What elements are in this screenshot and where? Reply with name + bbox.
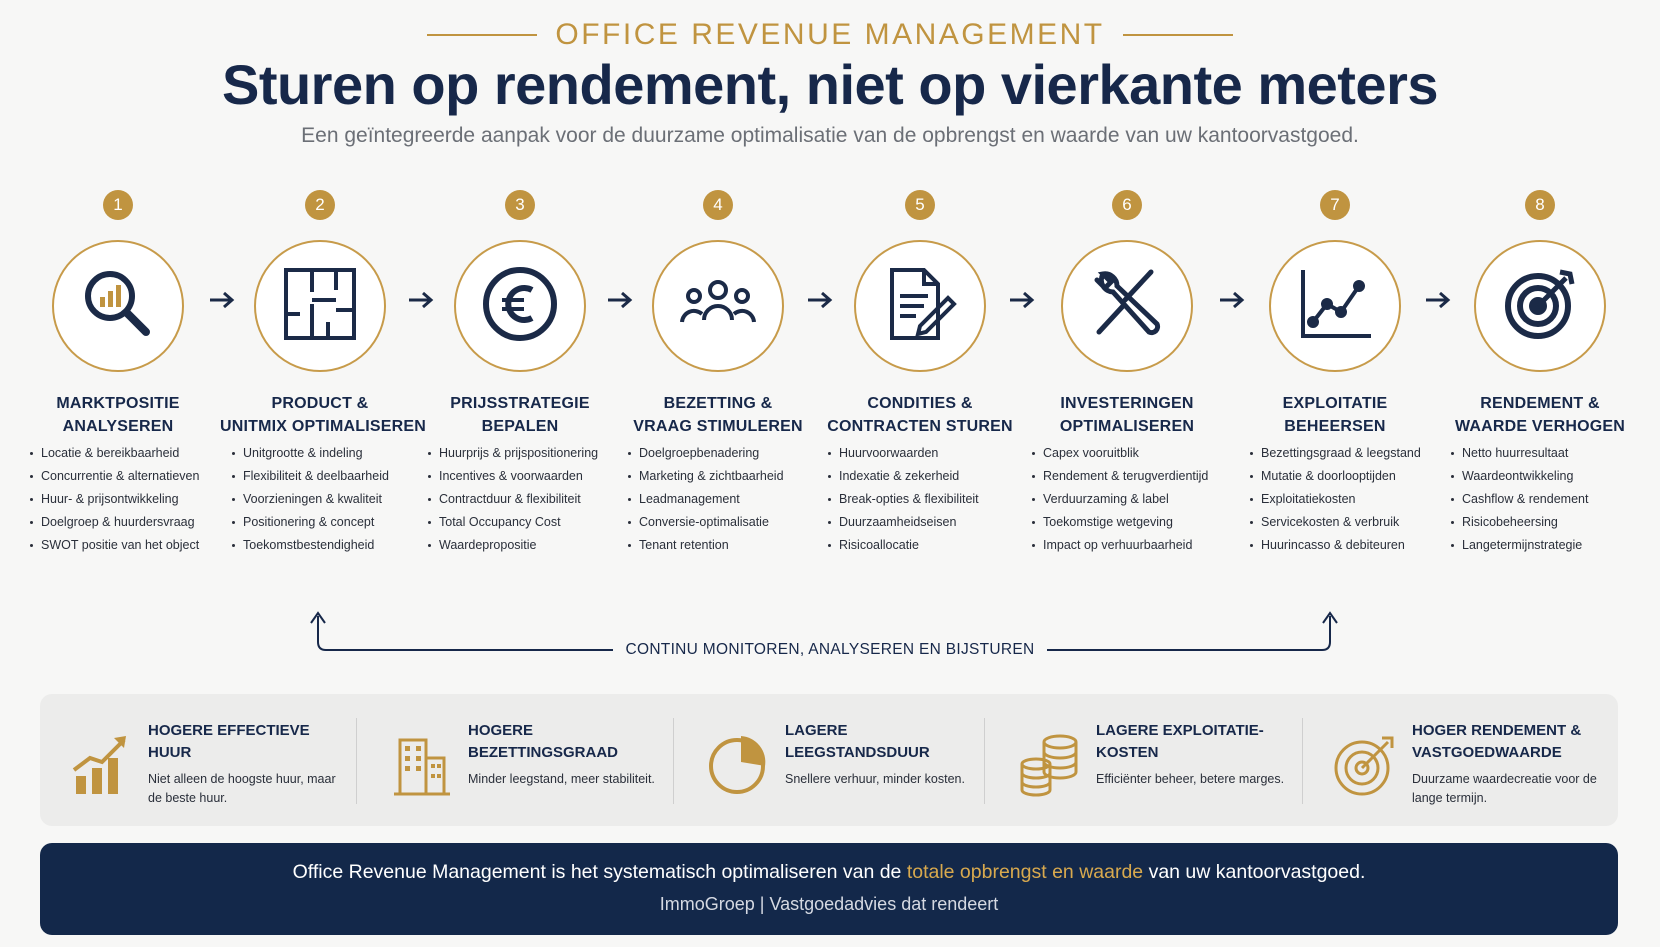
- list-item: SWOT positie van het object: [30, 534, 220, 557]
- list-item: Bezettingsgraad & leegstand: [1250, 442, 1440, 465]
- list-item: Capex vooruitblik: [1032, 442, 1222, 465]
- benefit-text: Minder leegstand, meer stabiliteit.: [468, 772, 655, 786]
- benefit-divider: [984, 718, 985, 804]
- benefit-title: HOGERE BEZETTINGSGRAAD: [468, 722, 618, 761]
- list-item: Huurvoorwaarden: [828, 442, 1018, 465]
- benefit-item: [707, 720, 977, 810]
- benefit-text: Duurzame waardecreatie voor de lange termijn.: [1412, 772, 1597, 805]
- list-item: Locatie & bereikbaarheid: [30, 442, 220, 465]
- benefit-divider: [356, 718, 357, 804]
- benefit-divider: [1302, 718, 1303, 804]
- list-item: Conversie-optimalisatie: [628, 511, 818, 534]
- list-item: Total Occupancy Cost: [428, 511, 618, 534]
- list-item: Flexibiliteit & deelbaarheid: [232, 465, 422, 488]
- benefit-item: [70, 720, 340, 810]
- list-item: Marketing & zichtbaarheid: [628, 465, 818, 488]
- building-icon: [390, 728, 452, 798]
- step-number-badge: 4: [703, 190, 733, 220]
- list-item: Waardeontwikkeling: [1451, 465, 1641, 488]
- list-item: Mutatie & doorlooptijden: [1250, 465, 1440, 488]
- step-title: BEZETTING & VRAAG STIMULEREN: [633, 395, 803, 435]
- list-item: Huurincasso & debiteuren: [1250, 534, 1440, 557]
- page-title: Sturen op rendement, niet op vierkante meters: [221, 53, 1439, 116]
- benefit-title: HOGERE EFFECTIEVE HUUR: [148, 722, 310, 761]
- list-item: Voorzieningen & kwaliteit: [232, 488, 422, 511]
- list-item: Risicobeheersing: [1451, 511, 1641, 534]
- list-item: Waardepropositie: [428, 534, 618, 557]
- page-subtitle: Een geïntegreerde aanpak voor de duurzame optimalisatie van de opbrengst en waarde van uw kantoorvastgoed.: [301, 124, 1359, 147]
- list-item: Tenant retention: [628, 534, 818, 557]
- benefit-text: Snellere verhuur, minder kosten.: [785, 772, 965, 786]
- list-item: Exploitatiekosten: [1250, 488, 1440, 511]
- list-item: Leadmanagement: [628, 488, 818, 511]
- footer-highlight: totale opbrengst en waarde: [906, 861, 1144, 883]
- list-item: Contractduur & flexibiliteit: [428, 488, 618, 511]
- list-item: Concurrentie & alternatieven: [30, 465, 220, 488]
- benefit-text: Efficiënter beheer, betere marges.: [1096, 772, 1285, 786]
- footer-statement: Office Revenue Management is het systematisch optimaliseren van de totale opbrengst en waarde van uw kantoorvastgoed.: [292, 861, 1366, 883]
- step-number-badge: 1: [103, 190, 133, 220]
- step-number-badge: 7: [1320, 190, 1350, 220]
- list-item: Netto huurresultaat: [1451, 442, 1641, 465]
- list-item: Toekomstige wetgeving: [1032, 511, 1222, 534]
- growth-bars-icon: [70, 728, 132, 798]
- footer-banner: [40, 843, 1618, 935]
- step-number-badge: 2: [305, 190, 335, 220]
- step-title: MARKTPOSITIE ANALYSEREN: [56, 395, 180, 435]
- step-number-badge: 8: [1525, 190, 1555, 220]
- benefit-title: LAGERE LEEGSTANDSDUUR: [785, 722, 930, 761]
- benefit-item: [1018, 720, 1288, 810]
- list-item: Verduurzaming & label: [1032, 488, 1222, 511]
- list-item: Langetermijnstrategie: [1451, 534, 1641, 557]
- list-item: Servicekosten & verbruik: [1250, 511, 1440, 534]
- list-item: Positionering & concept: [232, 511, 422, 534]
- list-item: Doelgroep & huurdersvraag: [30, 511, 220, 534]
- list-item: Incentives & voorwaarden: [428, 465, 618, 488]
- footer-tagline: ImmoGroep | Vastgoedadvies dat rendeert: [659, 894, 999, 914]
- list-item: Impact op verhuurbaarheid: [1032, 534, 1222, 557]
- list-item: Rendement & terugverdientijd: [1032, 465, 1222, 488]
- eyebrow-text: OFFICE REVENUE MANAGEMENT: [555, 18, 1105, 51]
- step-title: INVESTERINGEN OPTIMALISEREN: [1059, 395, 1195, 435]
- benefit-divider: [673, 718, 674, 804]
- list-item: Huur- & prijsontwikkeling: [30, 488, 220, 511]
- step-title: PRIJSSTRATEGIE BEPALEN: [450, 395, 590, 435]
- benefit-item: [1334, 720, 1604, 810]
- step-title: CONDITIES & CONTRACTEN STUREN: [827, 395, 1013, 435]
- loop-label: CONTINU MONITOREN, ANALYSEREN EN BIJSTUREN: [0, 641, 1660, 659]
- pie-chart-icon: [707, 728, 769, 798]
- list-item: Huurprijs & prijspositionering: [428, 442, 618, 465]
- list-item: Break-opties & flexibiliteit: [828, 488, 1018, 511]
- step-number-badge: 5: [905, 190, 935, 220]
- list-item: Cashflow & rendement: [1451, 488, 1641, 511]
- benefits-panel: [40, 694, 1618, 826]
- coins-icon: [1018, 728, 1080, 798]
- step-number-badge: 6: [1112, 190, 1142, 220]
- benefit-title: HOGER RENDEMENT & VASTGOEDWAARDE: [1412, 722, 1582, 761]
- benefit-item: [390, 720, 660, 810]
- target-arrow-icon: [1334, 728, 1396, 798]
- list-item: Indexatie & zekerheid: [828, 465, 1018, 488]
- list-item: Risicoallocatie: [828, 534, 1018, 557]
- benefit-title: LAGERE EXPLOITATIE-KOSTEN: [1096, 722, 1264, 761]
- benefit-text: Niet alleen de hoogste huur, maar de beste huur.: [148, 772, 336, 805]
- list-item: Unitgrootte & indeling: [232, 442, 422, 465]
- step-title: PRODUCT & UNITMIX OPTIMALISEREN: [220, 395, 426, 435]
- step-title: RENDEMENT & WAARDE VERHOGEN: [1454, 395, 1626, 435]
- step-title: EXPLOITATIE BEHEERSEN: [1282, 395, 1388, 435]
- step-number-badge: 3: [505, 190, 535, 220]
- list-item: Duurzaamheidseisen: [828, 511, 1018, 534]
- list-item: Toekomstbestendigheid: [232, 534, 422, 557]
- list-item: Doelgroepbenadering: [628, 442, 818, 465]
